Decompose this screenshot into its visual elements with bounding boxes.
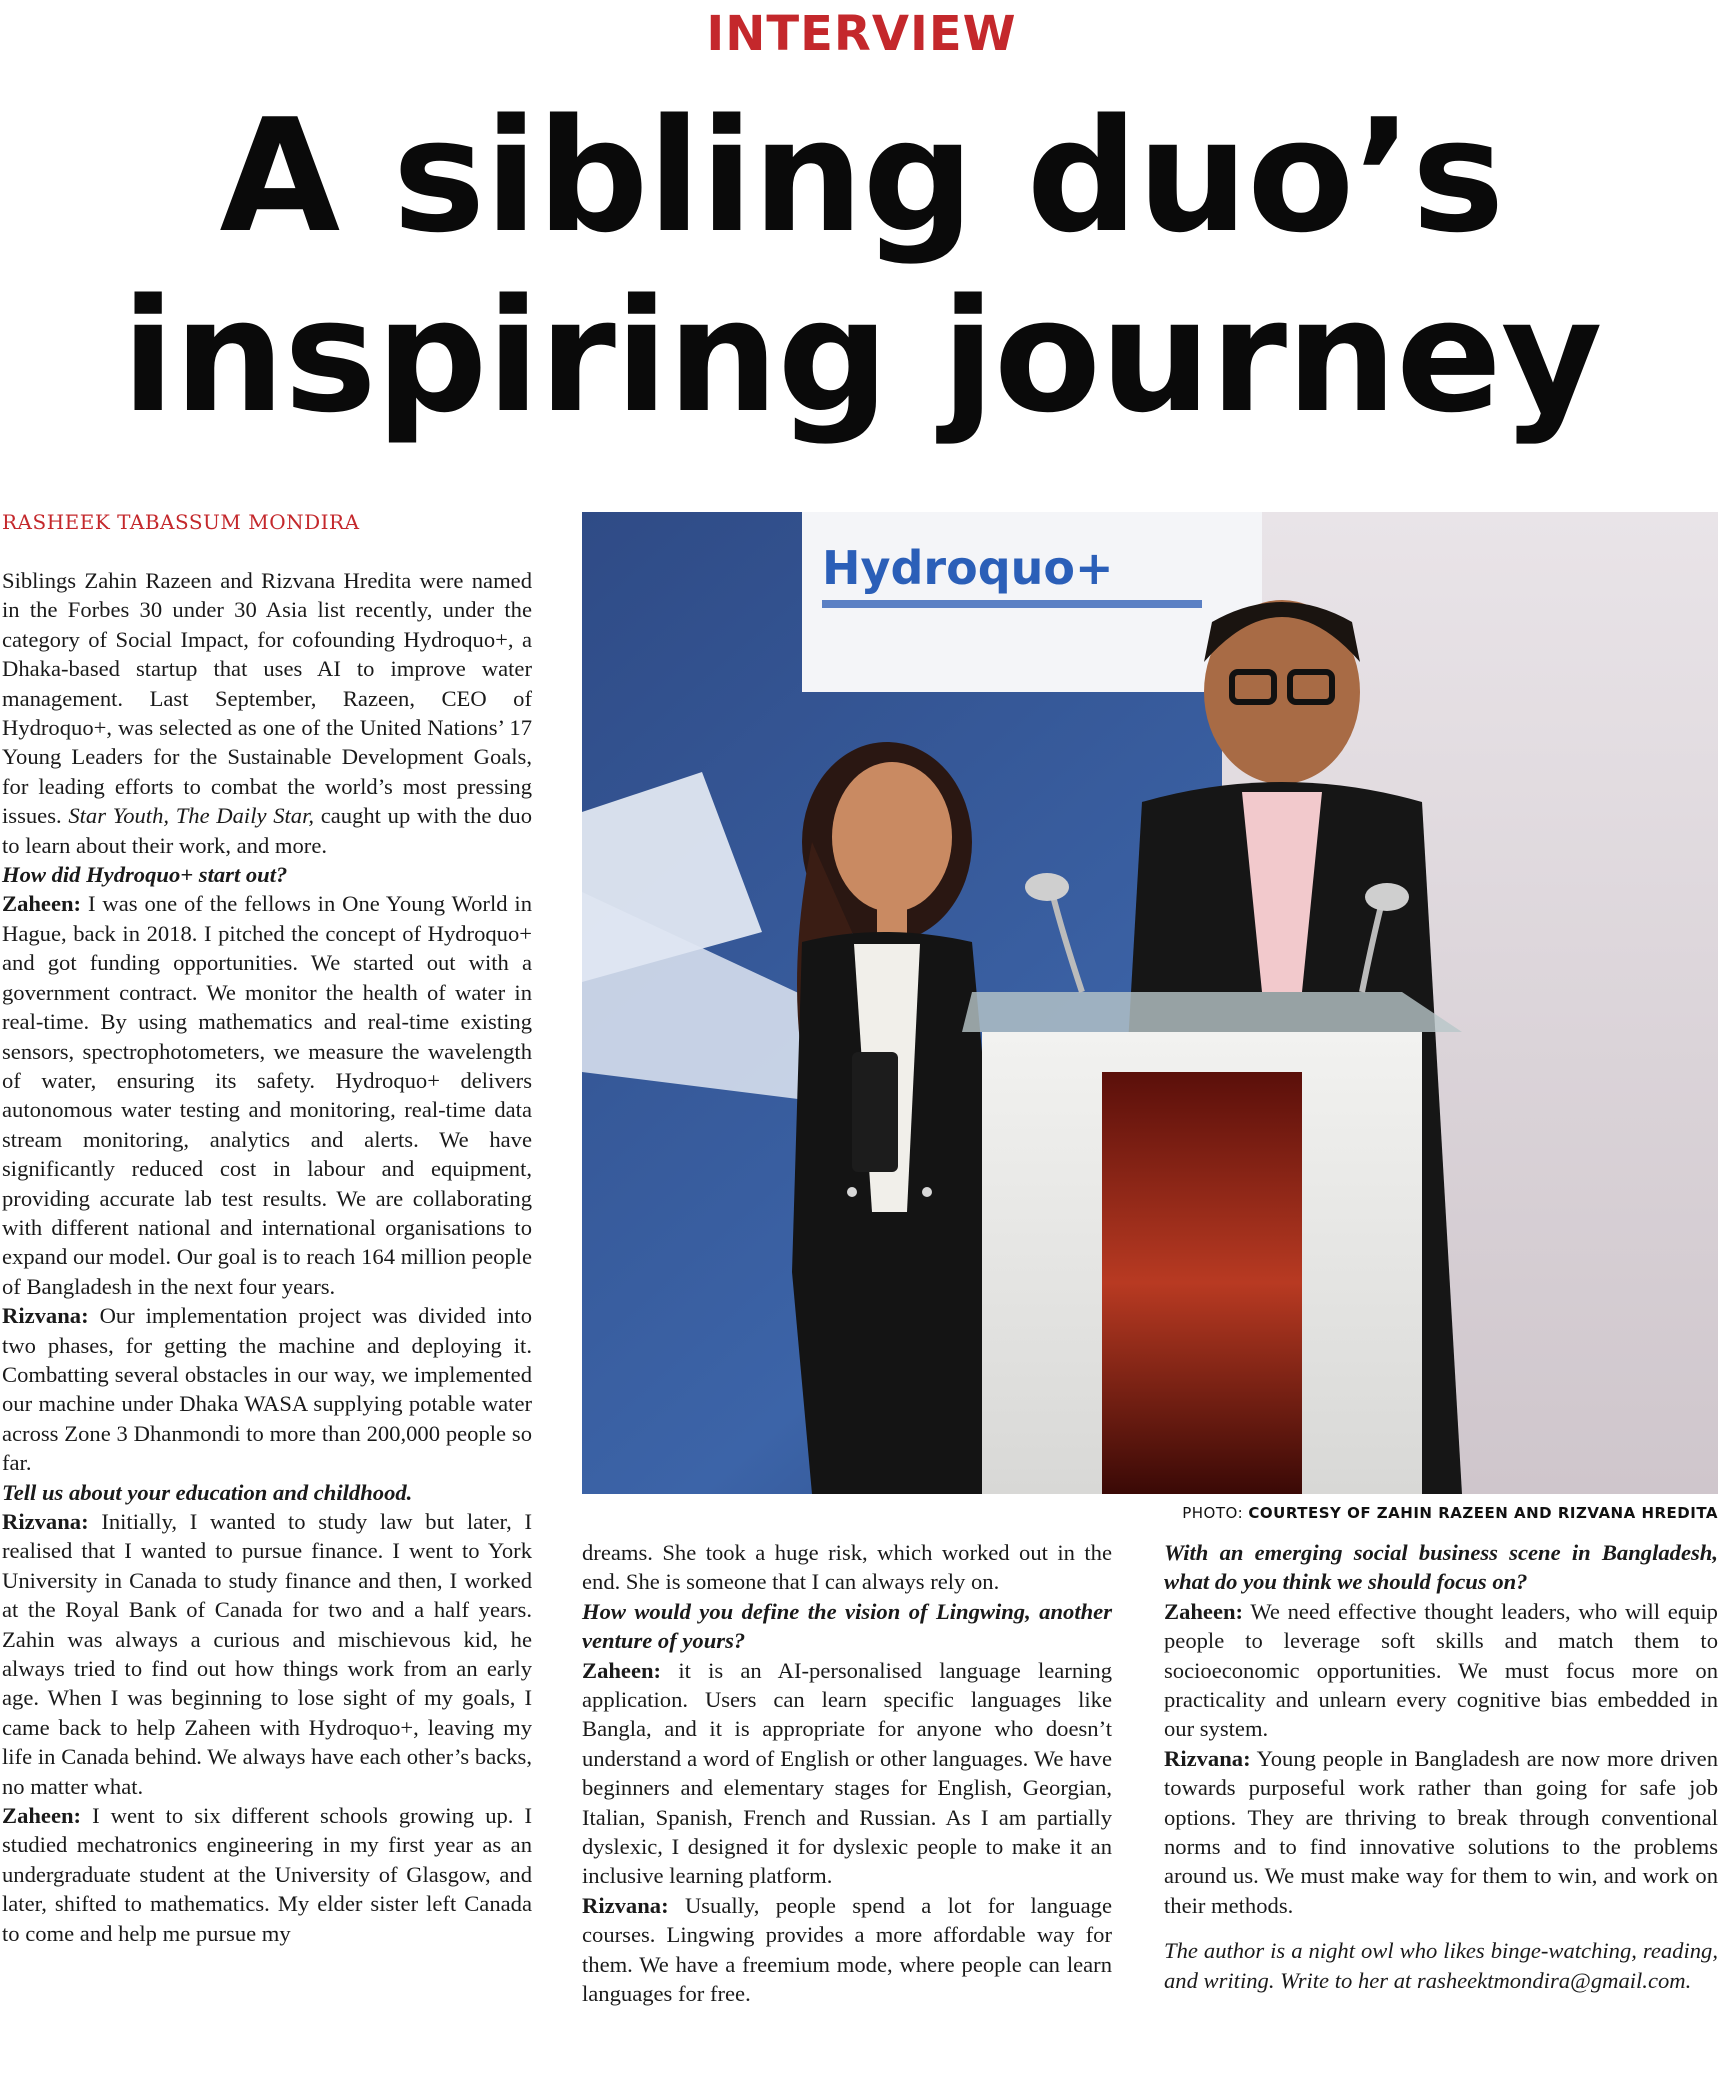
question-2: Tell us about your education and childhood.	[2, 1479, 413, 1505]
answer-4-zaheen: Zaheen: We need effective thought leaders, who will equip people to leverage soft skills and match them to socioeconomic opportunities. We must focus more on practicality and unlearn every cognitive bias embedded in our system.	[1164, 1598, 1718, 1742]
article-column-3	[1164, 1538, 1718, 1995]
answer-1-rizvana: Rizvana: Our implementation project was divided into two phases, for getting the machine and deploying it. Combatting several obstacles in our way, we implemented our machine under Dhaka WASA supplying potable water across Zone 3 Dhanmondi to more than 200,000 people so far.	[2, 1303, 532, 1476]
article-photo	[582, 512, 1718, 1494]
answer-1-zaheen: Zaheen: I was one of the fellows in One Young World in Hague, back in 2018. I pitched the concept of Hydroquo+ and got funding opportunities. We started out with a government contract. We monitor the health of water in real-time. By using mathematics and real-time existing sensors, spectrophotometers, we measure the wavelength of water, ensuring its safety. Hydroquo+ delivers autonomous water testing and monitoring, real-time data stream monitoring, analytics and alerts. We have significantly reduced cost in labour and equipment, providing accurate lab test results. We are collaborating with different national and international organisations to expand our model. Our goal is to reach 164 million people of Bangladesh in the next four years.	[2, 891, 532, 1299]
question-3: How would you define the vision of Lingwing, another venture of yours?	[582, 1598, 1112, 1654]
answer-2-rizvana: Rizvana: Initially, I wanted to study law but later, I realised that I wanted to pursue finance. I went to York University in Canada to study finance and then, I worked at the Royal Bank of Canada for two and a half years. Zahin was always a curious and mischievous kid, he always tried to find out how things work from an early age. When I was beginning to lose sight of my goals, I came back to help Zaheen with Hydroquo+, leaving my life in Canada behind. We always have each other’s backs, no matter what.	[2, 1509, 532, 1799]
answer-3-zaheen: Zaheen: it is an AI-personalised language learning application. Users can learn specific languages like Bangla, and it is appropriate for anyone who doesn’t understand a word of English or other languages. We have beginners and elementary stages for English, Georgian, Italian, Spanish, French and Russian. As I am partially dyslexic, I designed it for dyslexic people to make it an inclusive learning platform.	[582, 1657, 1112, 1889]
photo-illustration	[582, 512, 1718, 1494]
author-note: The author is a night owl who likes binge-watching, reading, and writing. Write to her at rasheektmondira@gmail.com.	[1164, 1938, 1718, 1993]
photo-credit: PHOTO: COURTESY OF ZAHIN RAZEEN AND RIZVANA HREDITA	[1182, 1504, 1718, 1522]
answer-2-zaheen: Zaheen: I went to six different schools growing up. I studied mechatronics engineering in my first year as an undergraduate student at the University of Glasgow, and later, shifted to mathematics. My elder sister left Canada to come and help me pursue my	[2, 1803, 532, 1946]
article-column-1	[2, 566, 532, 1948]
question-1: How did Hydroquo+ start out?	[2, 862, 288, 888]
answer-3-rizvana: Rizvana: Usually, people spend a lot for language courses. Lingwing provides a more affordable way for them. We have a freemium mode, where people can learn languages for free.	[582, 1892, 1112, 2007]
headline-line-2: inspiring journey	[121, 265, 1602, 447]
byline: RASHEEK TABASSUM MONDIRA	[2, 510, 360, 534]
section-kicker: INTERVIEW	[706, 6, 1017, 62]
question-4: With an emerging social business scene in Bangladesh, what do you think we should focus on?	[1164, 1540, 1718, 1595]
article-column-2	[582, 1538, 1112, 2009]
headline-line-1: A sibling duo’s	[219, 85, 1504, 267]
answer-4-rizvana: Rizvana: Young people in Bangladesh are now more driven towards purposeful work rather than going for safe job options. They are thriving to break through conventional norms and to find innovative solutions to the problems around us. We must make way for them to win, and work on their methods.	[1164, 1745, 1719, 1918]
banner-logo-text: Hydroquo+	[822, 541, 1114, 595]
answer-2-zaheen-continued: dreams. She took a huge risk, which worked out in the end. She is someone that I can always rely on.	[582, 1540, 1112, 1595]
intro-paragraph: Siblings Zahin Razeen and Rizvana Hredita were named in the Forbes 30 under 30 Asia list recently, under the category of Social Impact, for cofounding Hydroquo+, a Dhaka-based startup that uses AI to improve water management. Last September, Razeen, CEO of Hydroquo+, was selected as one of the United Nations’ 17 Young Leaders for the Sustainable Development Goals, for leading efforts to combat the world’s most pressing issues. Star Youth, The Daily Star, caught up with the duo to learn about their work, and more.	[2, 568, 532, 858]
